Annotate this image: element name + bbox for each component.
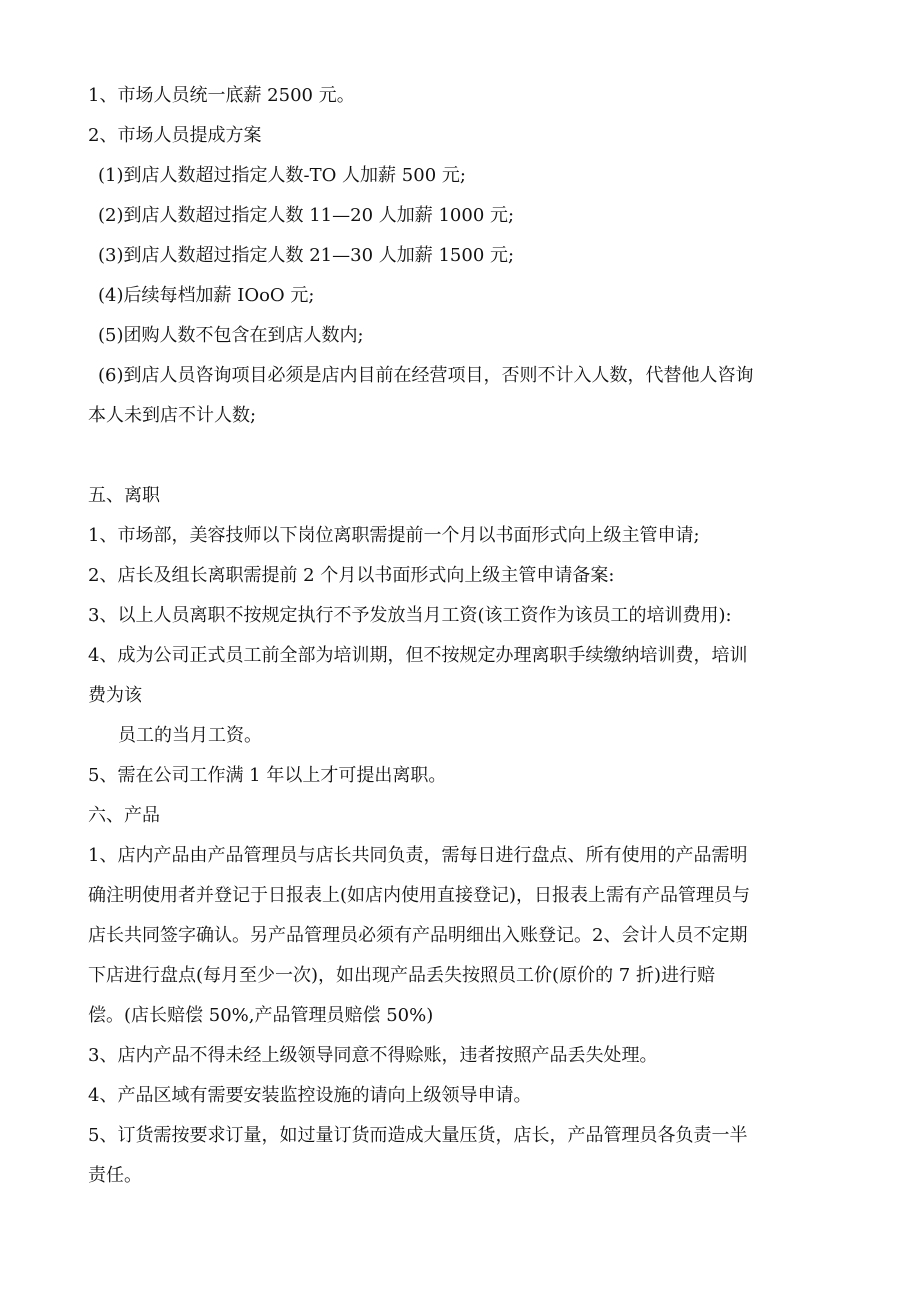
document-body [88,76,848,1196]
text-line: 4、成为公司正式员工前全部为培训期，但不按规定办理离职手续缴纳培训费，培训 [88,645,748,666]
text-line: 4、产品区域有需要安装监控设施的请向上级领导申请。 [88,1085,532,1106]
text-line: 2、市场人员提成方案 [88,125,262,146]
text-line: 3、店内产品不得未经上级领导同意不得赊账，违者按照产品丢失处理。 [88,1045,658,1066]
text-line: 确注明使用者并登记于日报表上(如店内使用直接登记)，日报表上需有产品管理员与 [88,885,751,906]
text-line: 偿。(店长赔偿 50%,产品管理员赔偿 50%) [88,1005,434,1026]
text-line: 2、店长及组长离职需提前 2 个月以书面形式向上级主管申请备案: [88,565,615,586]
text-line: 1、市场部，美容技师以下岗位离职需提前一个月以书面形式向上级主管申请; [88,525,700,546]
blank-gap [88,436,848,476]
text-line: 1、店内产品由产品管理员与店长共同负责，需每日进行盘点、所有使用的产品需明 [88,845,748,866]
text-line: (4)后续每档加薪 IOoO 元; [98,285,315,306]
text-line: 5、需在公司工作满 1 年以上才可提出离职。 [88,765,447,786]
text-line: 1、市场人员统一底薪 2500 元。 [88,85,355,106]
section-heading: 六、产品 [88,805,160,826]
text-line: 5、订货需按要求订量，如过量订货而造成大量压货，店长，产品管理员各负责一半 [88,1125,748,1146]
text-line: (6)到店人员咨询项目必须是店内目前在经营项目，否则不计入人数，代替他人咨询 [98,365,754,386]
text-line: 员工的当月工资。 [118,725,262,746]
text-line: 3、以上人员离职不按规定执行不予发放当月工资(该工资作为该员工的培训费用): [88,605,732,626]
text-line: (2)到店人数超过指定人数 11—20 人加薪 1000 元; [98,205,515,226]
text-line: 店长共同签字确认。另产品管理员必须有产品明细出入账登记。2、会计人员不定期 [88,925,748,946]
text-line: 费为该 [88,685,142,706]
section-heading: 五、离职 [88,485,160,506]
text-line: (1)到店人数超过指定人数-TO 人加薪 500 元; [98,165,466,186]
text-line: (5)团购人数不包含在到店人数内; [98,325,364,346]
text-line: 本人未到店不计人数; [88,405,257,426]
text-line: 下店进行盘点(每月至少一次)，如出现产品丢失按照员工价(原价的 7 折)进行赔 [88,965,715,986]
text-line: 责任。 [88,1165,142,1186]
text-line: (3)到店人数超过指定人数 21—30 人加薪 1500 元; [98,245,515,266]
